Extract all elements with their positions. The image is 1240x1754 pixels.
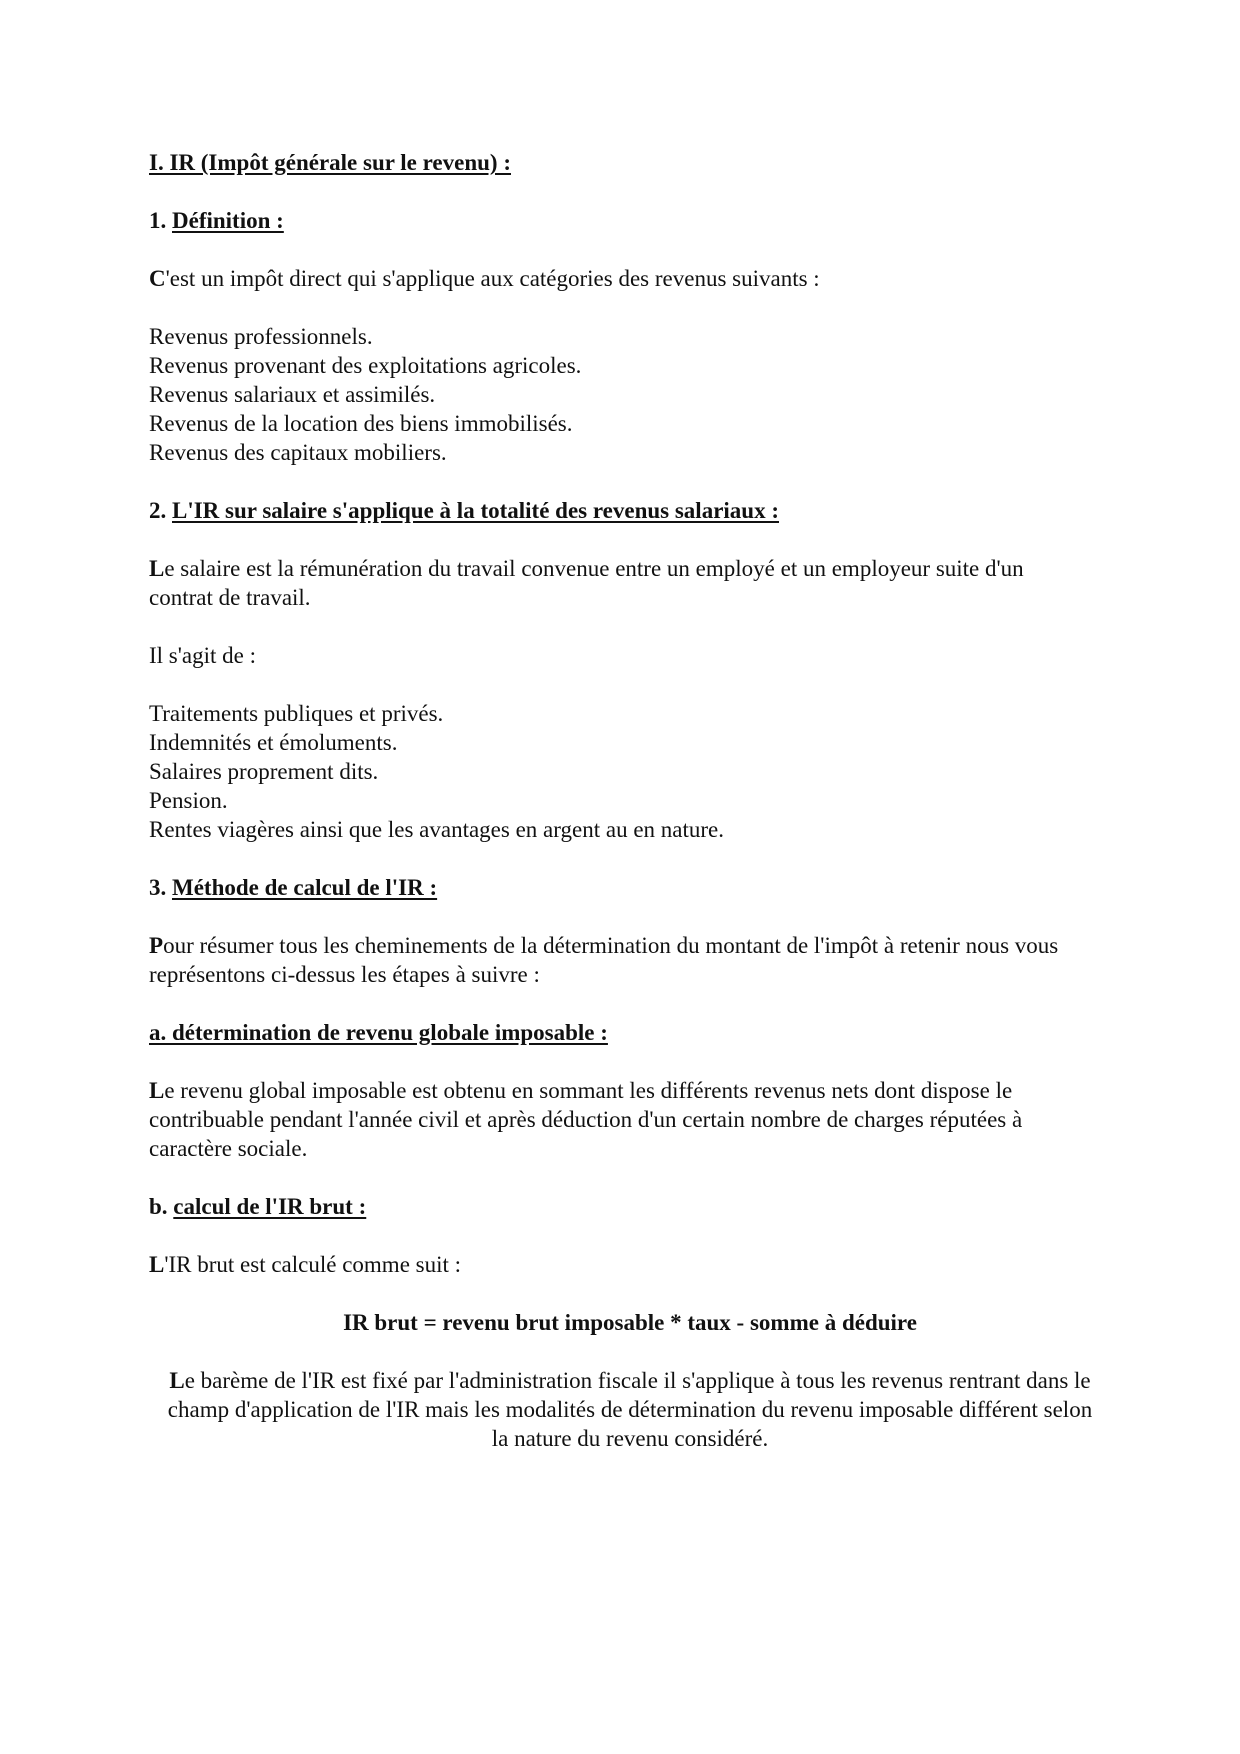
document-title-text: I. IR (Impôt générale sur le revenu) :: [149, 150, 511, 175]
subsection-b-heading-text: calcul de l'IR brut :: [173, 1194, 367, 1219]
list-item: Indemnités et émoluments.: [149, 730, 398, 755]
section-2-paragraph-cap: L: [149, 556, 165, 581]
list-item: Revenus professionnels.: [149, 324, 373, 349]
closing-paragraph: [149, 1366, 1099, 1453]
closing-paragraph-text: e barème de l'IR est fixé par l'administration fiscale il s'applique à tous les revenus rentrant dans le champ d'application de l'IR mais les modalités de détermination du revenu imposable différent selon la nature du revenu considéré.: [167, 1368, 1093, 1451]
subsection-b-heading: [149, 1192, 1099, 1221]
section-3-number: 3.: [149, 875, 167, 900]
section-3-paragraph: [149, 931, 1094, 989]
subsection-a-paragraph-text: e revenu global imposable est obtenu en sommant les différents revenus nets dont dispose le contribuable pendant l'année civil et après déduction d'un certain nombre de charges réputées à caractère sociale.: [149, 1078, 1023, 1161]
subsection-a-paragraph-cap: L: [149, 1078, 165, 1103]
section-2-paragraph: [149, 554, 1079, 612]
subsection-b-paragraph-cap: L: [149, 1252, 165, 1277]
list-item: Revenus provenant des exploitations agricoles.: [149, 353, 582, 378]
list-item: Traitements publiques et privés.: [149, 701, 444, 726]
list-item: Pension.: [149, 788, 228, 813]
section-2-list-intro: Il s'agit de :: [149, 643, 256, 668]
section-1-intro: [149, 264, 1099, 293]
list-item: Revenus de la location des biens immobilisés.: [149, 411, 573, 436]
document-page: [149, 148, 1099, 1453]
section-3-paragraph-cap: P: [149, 933, 164, 958]
subsection-b-paragraph: [149, 1250, 1099, 1279]
subsection-a-paragraph: [149, 1076, 1094, 1163]
section-1-list: [149, 322, 1099, 467]
subsection-a-heading-text: a. détermination de revenu globale imposable :: [149, 1020, 608, 1045]
section-1-number: 1.: [149, 208, 167, 233]
section-3-heading-text: Méthode de calcul de l'IR :: [172, 875, 438, 900]
list-item: Salaires proprement dits.: [149, 759, 379, 784]
section-2-list: [149, 699, 1099, 844]
section-1-heading: [149, 206, 1099, 235]
closing-paragraph-cap: L: [169, 1368, 185, 1393]
ir-formula: IR brut = revenu brut imposable * taux - somme à déduire: [343, 1310, 917, 1335]
list-item: Revenus salariaux et assimilés.: [149, 382, 436, 407]
section-3-paragraph-text: our résumer tous les cheminements de la détermination du montant de l'impôt à retenir nous vous représentons ci-dessus les étapes à suivre :: [149, 933, 1059, 987]
section-2-paragraph-text: e salaire est la rémunération du travail convenue entre un employé et un employeur suite d'un contrat de travail.: [149, 556, 1024, 610]
section-1-intro-cap: C: [149, 266, 166, 291]
document-title: [149, 148, 1099, 177]
list-item: Revenus des capitaux mobiliers.: [149, 440, 447, 465]
section-2-heading-text: L'IR sur salaire s'applique à la totalité des revenus salariaux :: [172, 498, 779, 523]
section-1-heading-text: Définition :: [172, 208, 284, 233]
section-3-heading: [149, 873, 1099, 902]
section-2-number: 2.: [149, 498, 167, 523]
subsection-b-paragraph-text: 'IR brut est calculé comme suit :: [164, 1252, 462, 1277]
list-item: Rentes viagères ainsi que les avantages en argent au en nature.: [149, 817, 724, 842]
section-1-intro-text: 'est un impôt direct qui s'applique aux catégories des revenus suivants :: [165, 266, 820, 291]
subsection-a-heading: [149, 1018, 1099, 1047]
section-2-heading: [149, 496, 1099, 525]
subsection-b-number: b.: [149, 1194, 168, 1219]
